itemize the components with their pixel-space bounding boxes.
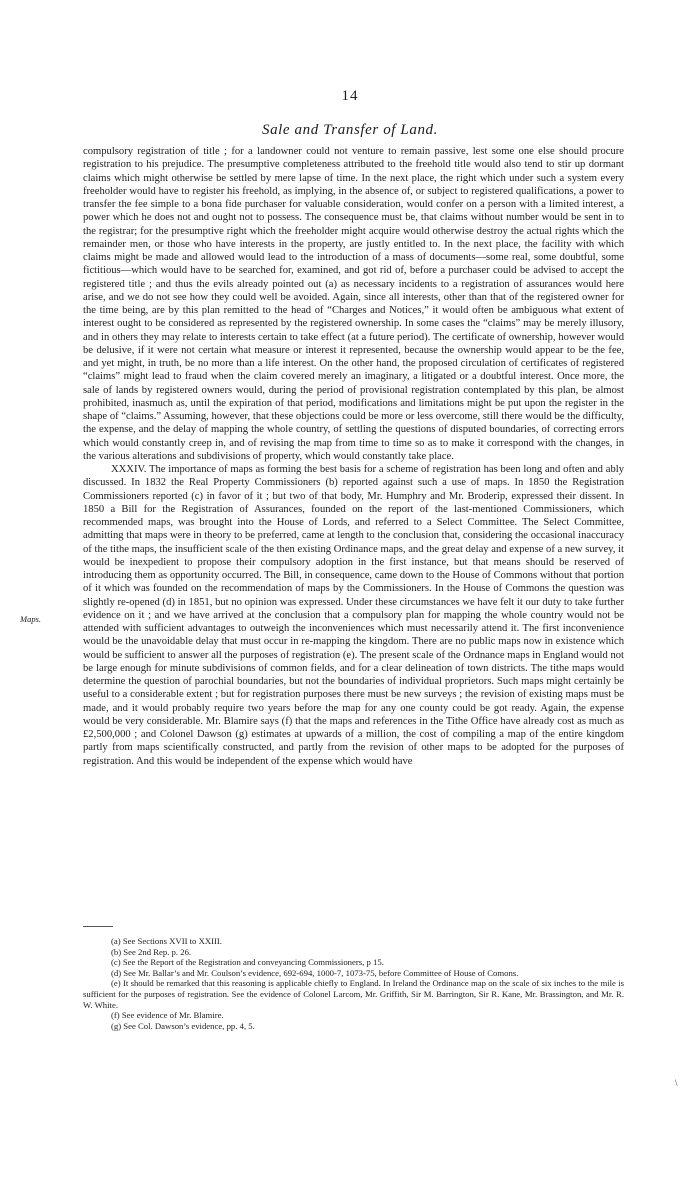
page-number: 14 bbox=[341, 88, 359, 104]
running-title: Sale and Transfer of Land. bbox=[261, 122, 439, 138]
footnote: (a) See Sections XVII to XXIII. bbox=[111, 936, 222, 946]
footnotes bbox=[83, 936, 624, 1031]
footnote: (d) See Mr. Ballar’s and Mr. Coulson’s evidence, 692-694, 1000-7, 1073-75, before Committee of House of Comons. bbox=[111, 967, 519, 978]
paragraph-xxxiv: XXXIV. The importance of maps as forming the best basis for a scheme of registration has been long and often and ably discussed. In 1832 the Real Property Commissioners (b) reported against such a use of maps. In 1850 the Registration Commissioners reported (c) in favor of it ; but two of that body, Mr. Humphry and Mr. Broderip, expressed their dissent. In 1850 a Bill for the Registration of Assurances, founded on the report of the last-mentioned Commissioners, which recommended maps, was brought into the House of Lords, and referred to a Select Committee. The Select Committee, admitting that maps were in theory to be preferred, came at length to the conclusion that, considering the occasional inaccuracy of the tithe maps, the insufficient scale of the then existing Ordinance maps, and the great delay and expense of a new survey, it would be inexpedient to propose their compulsory adoption in the first instance, but that means should be reserved of introducing them as opportunity occurred. The Bill, in consequence, came down to the House of Commons without that portion of it which was founded on the recommendation of maps by the Commissioners. In the House of Commons the question was slightly re-opened (d) in 1851, but no opinion was expressed. Under these circumstances we have felt it our duty to take further evidence on it ; and we have arrived at the conclusion that a compulsory plan for mapping the whole country would not be attended with sufficient advantages to outweigh the inconveniences which must necessarily attend it. The first inconvenience would be the unavoidable delay that must occur in re-mapping the kingdom. There are no public maps now in existence which would be sufficient to answer all the purposes of registration (e). The present scale of the Ordnance maps in England would not be large enough for minute subdivisions of common fields, and for a clear delineation of town districts. The tithe maps would determine the question of parochial boundaries, but not the boundaries of individual proprietors. Such maps might certainly be useful to a considerable extent ; but for registration purposes there must be new surveys ; the revision of existing maps must be made, and it would probably require two years before the map for any one county could be got ready. Again, the expense would be very considerable. Mr. Blamire says (f) that the maps and references in the Tithe Office have already cost as much as £2,500,000 ; and Colonel Dawson (g) estimates at upwards of a million, the cost of compiling a map of the entire kingdom partly from maps scientifically constructed, and partly from the revision of other maps to be adopted for the purposes of registration. And this would be independent of the expense which would have bbox=[83, 464, 624, 767]
footnote: (f) See evidence of Mr. Blamire. bbox=[111, 1010, 224, 1021]
footnote: (e) It should be remarked that this reasoning is applicable chiefly to England. In Ireland the Ordinance map on the scale of six inches to the mile is sufficient for the purposes of registration. See the evidence of Colonel Larcom, Mr. Griffith, Sir M. Barrington, Sir R. Kane, Mr. Brassington, and Mr. R. W. White. bbox=[83, 978, 624, 1010]
footnote: (g) See Col. Dawson’s evidence, pp. 4, 5. bbox=[111, 1020, 255, 1031]
paragraph-continuation: compulsory registration of title ; for a landowner could not venture to remain passive, lest some one else should procure registration to his prejudice. The presumptive completeness attributed to the freehold title would also tend to stir up dormant claims which might otherwise be settled by mere lapse of time. In the next place, the right which under such a system every freeholder would have to register his freehold, as implying, in the absence of, or subject to registered qualifications, a power to transfer the fee simple to a bona fide purchaser for valuable consideration, would confer on a person with a limited interest, a power which he does not and ought not to possess. The consequence must be, that claims without number would be sent in to the registrar; for the presumptive right which the freeholder might acquire would otherwise destroy the actual rights which the remainder men, or those who have interests in the property, are justly entitled to. In the next place, the facility with which claims might be made and allowed would lead to the introduction of a mass of documents—some real, some doubtful, some fictitious—which would have to be searched for, examined, and got rid of, before a purchaser could be advised to accept the registered title ; and thus the evils already pointed out (a) as necessary incidents to a registration of assurances would here arise, and we do not see how they could well be avoided. Again, since all interests, other than that of the registered owner for the time being, are by this plan remitted to the head of “Charges and Notices,” it would often be ambiguous what extent of interest ought to be considered as represented by the registered ownership. In some cases the “claims” may be merely illusory, and in others they may relate to interests certain to take effect (at a future period). The certificate of ownership, however would be delusive, if it were not certain what measure or interest it represented, because the ownership would appear to be the fee, and yet might, in truth, be no more than a life interest. On the other hand, the proposed circulation of certificates of registered “claims” might lead to fraud when the claim covered merely an imaginary, a litigated or a doubtful interest. Once more, the sale of lands by registered owners would, during the period of provisional registration contemplated by this plan, be almost prohibited, inasmuch as, until the expiration of that period, modifications and limitations might be put upon the register in the shape of “claims.” Assuming, however, that these objections could be more or less overcome, still there would be the difficulty, the expense, and the delay of mapping the whole country, of settling the questions of disputed boundaries, of correcting errors which would constantly creep in, and of revising the map from time to time so as to make it correspond with the changes, in the various alterations and subdivisions of property, which would constantly take place. bbox=[83, 146, 624, 462]
stray-mark: \ bbox=[675, 1078, 678, 1088]
body-text bbox=[83, 145, 624, 768]
footnote-rule bbox=[83, 926, 113, 927]
footnote: (c) See the Report of the Registration and conveyancing Commissioners, p 15. bbox=[111, 957, 384, 968]
margin-note: Maps. bbox=[20, 614, 42, 624]
footnote: (b) See 2nd Rep. p. 26. bbox=[111, 946, 192, 957]
